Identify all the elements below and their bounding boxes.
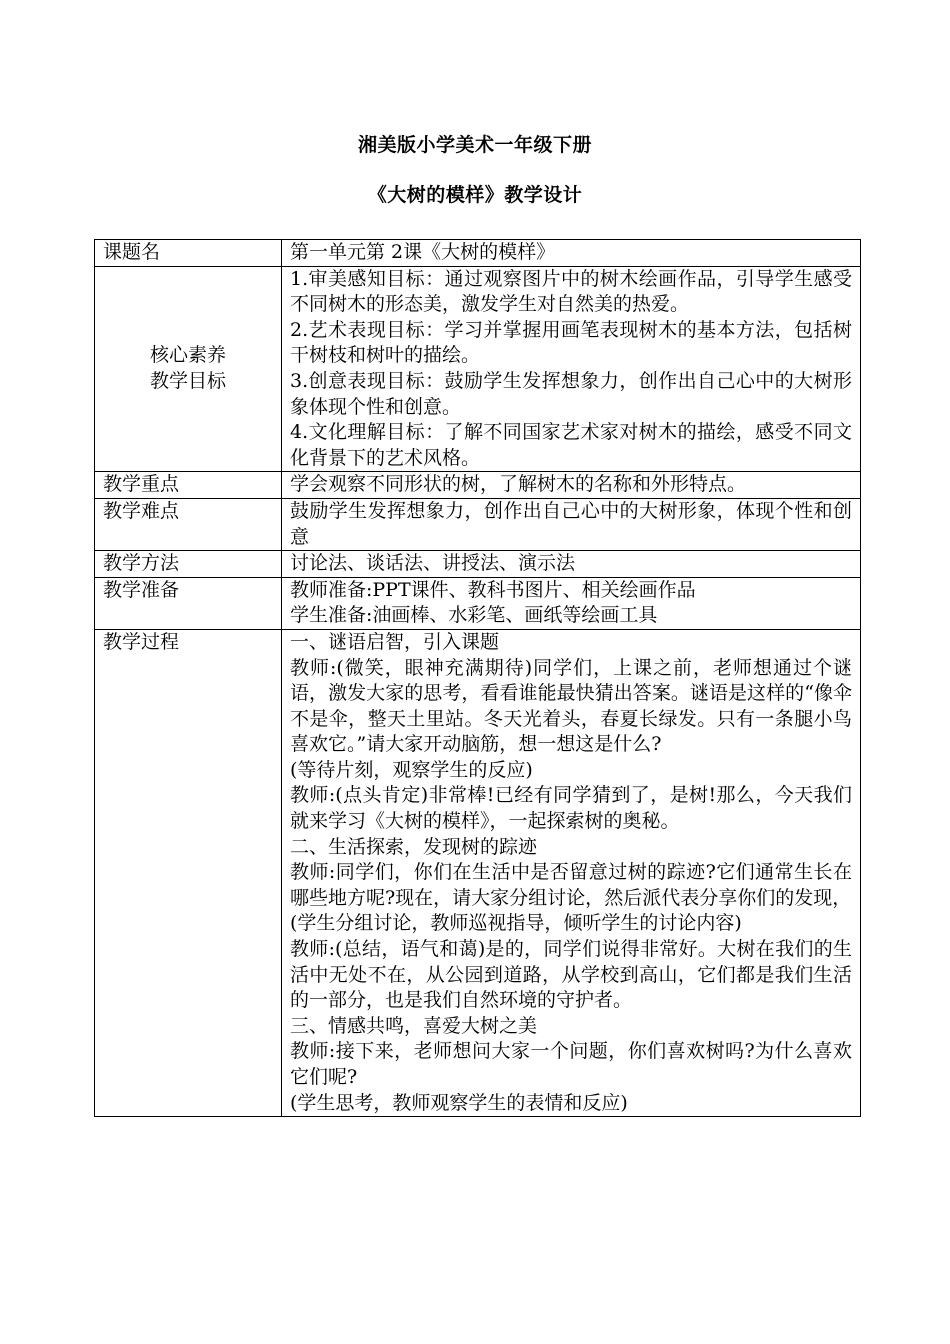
content-line: 第一单元第 2课《大树的模样》	[290, 241, 556, 263]
row-label-key-points: 教学重点	[95, 472, 282, 499]
section-heading: 一、谜语启智，引入课题	[290, 630, 500, 653]
row-label-difficulties: 教学难点	[95, 498, 282, 550]
content-line: 学会观察不同形状的树，了解树木的名称和外形特点。	[290, 473, 747, 496]
lesson-plan-table	[94, 239, 861, 1117]
document-title: 湘美版小学美术一年级下册	[357, 134, 592, 156]
row-label-topic: 课题名	[95, 240, 282, 267]
row-label-methods: 教学方法	[95, 551, 282, 578]
process-paragraph: (等待片刻，观察学生的反应)	[290, 758, 533, 781]
objective-item: 2.艺术表现目标：学习并掌握用画笔表现树木的基本方法，包括树干树枝和树叶的描绘。	[290, 318, 852, 367]
label-line: 教学目标	[149, 369, 226, 392]
content-line: 鼓励学生发挥想象力，创作出自己心中的大树形象，体现个性和创意	[290, 499, 852, 548]
row-label-process: 教学过程	[95, 629, 282, 1116]
row-content-methods	[282, 551, 861, 578]
label-line: 核心素养	[149, 344, 226, 367]
objective-item: 4.文化理解目标：了解不同国家艺术家对树木的描绘，感受不同文化背景下的艺术风格。	[290, 421, 852, 469]
row-content-process	[282, 629, 861, 1116]
row-label-objectives	[95, 266, 282, 472]
section-heading: 三、情感共鸣，喜爱大树之美	[290, 1014, 538, 1037]
content-line: 讨论法、谈话法、讲授法、演示法	[290, 552, 576, 575]
table-row	[95, 551, 861, 578]
process-paragraph: 教师:接下来，老师想问大家一个问题，你们喜欢树吗?为什么喜欢它们呢?	[290, 1040, 852, 1088]
document-subtitle: 《大树的模样》教学设计	[367, 184, 583, 206]
table-row	[95, 629, 861, 1116]
process-paragraph: 教师:(总结，语气和蔼)是的，同学们说得非常好。大树在我们的生活中无处不在，从公园到道路，从学校到高山，它们都是我们生活的一部分，也是我们自然环境的守护者。	[290, 938, 852, 1012]
table-row	[95, 472, 861, 499]
row-content-difficulties	[282, 498, 861, 550]
table-row	[95, 498, 861, 550]
table-row	[95, 577, 861, 629]
process-paragraph: 教师:(微笑，眼神充满期待)同学们，上课之前，老师想通过个谜语，激发大家的思考，看看谁能最快猜出答案。谜语是这样的“像伞不是伞，整天土里站。冬天光着头，春夏长绿发。只有一条腿小鸟喜欢它。”请大家开动脑筋，想一想这是什么?	[290, 656, 852, 756]
row-content-preparation	[282, 577, 861, 629]
content-line: 教师准备:PPT课件、教科书图片、相关绘画作品	[290, 578, 696, 601]
content-line: 学生准备:油画棒、水彩笔、画纸等绘画工具	[290, 604, 658, 627]
objective-item: 3.创意表现目标：鼓励学生发挥想象力，创作出自己心中的大树形象体现个性和创意。	[290, 369, 852, 418]
table-row	[95, 240, 861, 267]
row-label-preparation: 教学准备	[95, 577, 282, 629]
process-paragraph: 教师:(点头肯定)非常棒!已经有同学猜到了，是树!那么，今天我们就来学习《大树的模样》，一起探索树的奥秘。	[290, 784, 852, 833]
process-paragraph: 教师:同学们，你们在生活中是否留意过树的踪迹?它们通常生长在哪些地方呢?现在，请大家分组讨论，然后派代表分享你们的发现，	[290, 861, 852, 909]
row-content-key-points	[282, 472, 861, 499]
row-content-objectives	[282, 266, 861, 472]
process-paragraph: (学生分组讨论，教师巡视指导，倾听学生的讨论内容)	[290, 912, 742, 935]
process-paragraph: (学生思考，教师观察学生的表情和反应)	[290, 1091, 628, 1114]
objective-item: 1.审美感知目标：通过观察图片中的树木绘画作品，引导学生感受不同树木的形态美，激发学生对自然美的热爱。	[290, 267, 852, 316]
table-row	[95, 266, 861, 472]
row-content-topic	[282, 240, 861, 267]
section-heading: 二、生活探索，发现树的踪迹	[290, 835, 538, 858]
